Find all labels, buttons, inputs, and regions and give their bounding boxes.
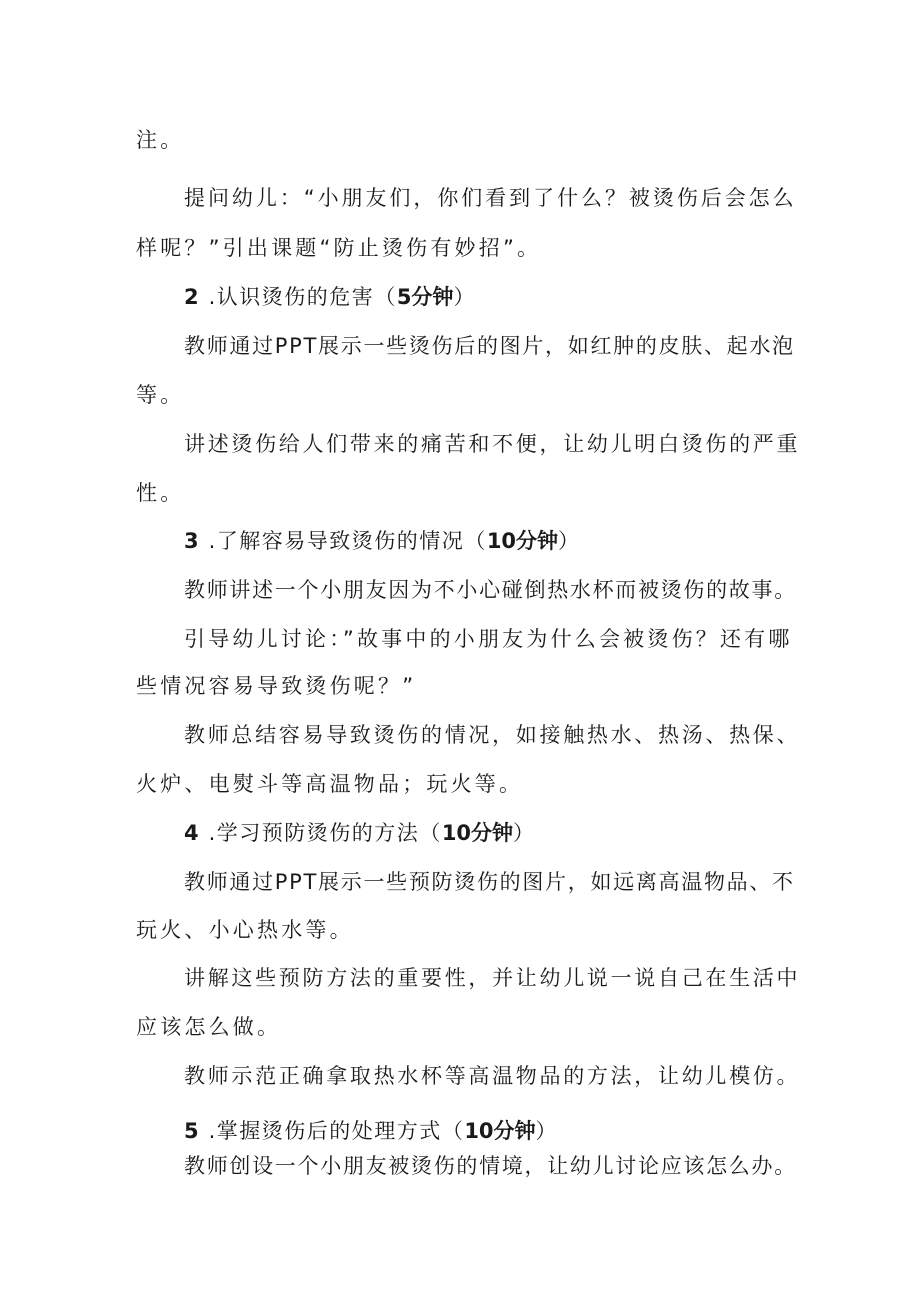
section-title: .学习预防烫伤的方法 <box>208 821 420 845</box>
section-title: .掌握烫伤后的处理方式 <box>208 1119 442 1143</box>
paragraph-s2-a-line-2: 等。 <box>136 383 185 407</box>
duration-close: ） <box>513 821 536 845</box>
paragraph-s2-a-line-1: 教师通过PPT展示一些烫伤后的图片，如红肿的皮肤、起水泡 <box>184 334 795 358</box>
section-heading-4 <box>184 819 536 847</box>
section-heading-5 <box>184 1117 558 1145</box>
paragraph-s4-b-line-1: 讲解这些预防方法的重要性，并让幼儿说一说自己在生活中 <box>184 966 801 990</box>
paragraph-s4-c: 教师示范正确拿取热水杯等高温物品的方法，让幼儿模仿。 <box>184 1064 801 1088</box>
section-number: 3 <box>184 529 199 553</box>
section-duration: 10分钟 <box>441 821 514 845</box>
paragraph-question-line-1: 提问幼儿：“小朋友们，你们看到了什么？被烫伤后会怎么 <box>184 186 797 210</box>
duration-close: ） <box>558 529 581 553</box>
paragraph-s2-b-line-1: 讲述烫伤给人们带来的痛苦和不便，让幼儿明白烫伤的严重 <box>184 432 801 456</box>
paragraph-s3-b-line-2: 些情况容易导致烫伤呢？” <box>136 674 417 698</box>
duration-open: （ <box>441 1119 465 1143</box>
section-duration: 10分钟 <box>464 1119 536 1143</box>
section-duration: 10分钟 <box>486 529 559 553</box>
paragraph-s3-b-line-1: 引导幼儿讨论：”故事中的小朋友为什么会被烫伤？还有哪 <box>184 627 793 651</box>
paragraph-s2-b-line-2: 性。 <box>136 481 185 505</box>
section-number: 4 <box>184 821 199 845</box>
paragraph-s4-b-line-2: 应该怎么做。 <box>136 1015 282 1039</box>
duration-open: （ <box>419 821 442 845</box>
paragraph-s5-a: 教师创设一个小朋友被烫伤的情境，让幼儿讨论应该怎么办。 <box>184 1154 797 1178</box>
paragraph-s3-a: 教师讲述一个小朋友因为不小心碰倒热水杯而被烫伤的故事。 <box>184 578 797 602</box>
paragraph-s3-c-line-1: 教师总结容易导致烫伤的情况，如接触热水、热汤、热保、 <box>184 723 801 747</box>
section-number: 5 <box>184 1119 199 1143</box>
section-heading-2 <box>184 283 476 311</box>
duration-open: （ <box>464 529 487 553</box>
paragraph-continuation: 注。 <box>136 128 185 152</box>
paragraph-s3-c-line-2: 火炉、电熨斗等高温物品；玩火等。 <box>136 772 524 796</box>
paragraph-s4-a-line-1: 教师通过PPT展示一些预防烫伤的图片，如远离高温物品、不 <box>184 870 795 894</box>
duration-open: （ <box>374 285 397 309</box>
duration-close: ） <box>535 1119 559 1143</box>
section-duration: 5分钟 <box>396 285 454 309</box>
paragraph-s4-a-line-2: 玩火、小心热水等。 <box>136 918 354 942</box>
section-title: .了解容易导致烫伤的情况 <box>208 529 465 553</box>
section-heading-3 <box>184 527 581 555</box>
section-title: .认识烫伤的危害 <box>208 285 375 309</box>
duration-close: ） <box>453 285 476 309</box>
section-number: 2 <box>184 285 199 309</box>
paragraph-question-line-2: 样呢？”引出课题“防止烫伤有妙招”。 <box>136 236 542 260</box>
